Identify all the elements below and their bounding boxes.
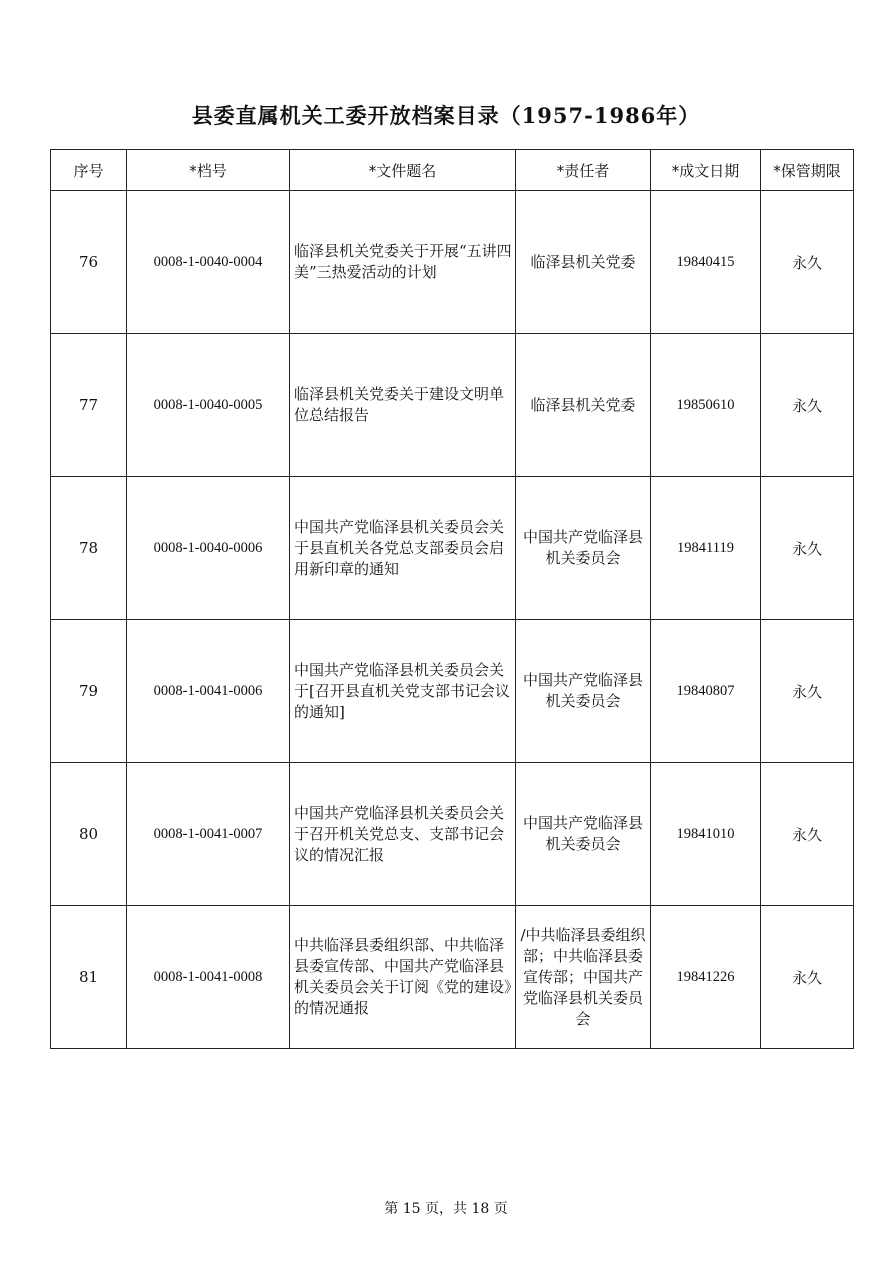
table-row xyxy=(51,620,854,763)
row-no: 79 xyxy=(51,620,127,763)
row-responsible: 临泽县机关党委 xyxy=(516,191,651,334)
row-term: 永久 xyxy=(761,906,854,1049)
header-title: *文件题名 xyxy=(290,150,516,191)
table-row xyxy=(51,334,854,477)
archive-table xyxy=(50,149,854,1049)
row-code: 0008-1-0040-0005 xyxy=(127,334,290,477)
header-no: 序号 xyxy=(51,150,127,191)
row-code: 0008-1-0040-0006 xyxy=(127,477,290,620)
row-code: 0008-1-0041-0008 xyxy=(127,906,290,1049)
header-responsible: *责任者 xyxy=(516,150,651,191)
page-footer: 第 15 页，共 18 页 xyxy=(384,1201,508,1217)
row-responsible: 临泽县机关党委 xyxy=(516,334,651,477)
header-date: *成文日期 xyxy=(651,150,761,191)
header-code: *档号 xyxy=(127,150,290,191)
row-title: 临泽县机关党委关于建设文明单位总结报告 xyxy=(290,334,516,477)
row-no: 81 xyxy=(51,906,127,1049)
row-date: 19840415 xyxy=(651,191,761,334)
row-code: 0008-1-0040-0004 xyxy=(127,191,290,334)
row-no: 78 xyxy=(51,477,127,620)
row-title: 中国共产党临泽县机关委员会关于召开机关党总支、支部书记会议的情况汇报 xyxy=(290,763,516,906)
table-row xyxy=(51,477,854,620)
row-title: 中国共产党临泽县机关委员会关于[召开县直机关党支部书记会议的通知] xyxy=(290,620,516,763)
row-title: 中共临泽县委组织部、中共临泽县委宣传部、中国共产党临泽县机关委员会关于订阅《党的建设》的情况通报 xyxy=(290,906,516,1049)
row-term: 永久 xyxy=(761,477,854,620)
row-date: 19841010 xyxy=(651,763,761,906)
table-row xyxy=(51,191,854,334)
row-code: 0008-1-0041-0006 xyxy=(127,620,290,763)
row-term: 永久 xyxy=(761,334,854,477)
row-no: 76 xyxy=(51,191,127,334)
row-code: 0008-1-0041-0007 xyxy=(127,763,290,906)
header-row xyxy=(51,150,854,191)
row-no: 80 xyxy=(51,763,127,906)
row-term: 永久 xyxy=(761,620,854,763)
header-term: *保管期限 xyxy=(761,150,854,191)
table-row xyxy=(51,906,854,1049)
row-responsible: /中共临泽县委组织部；中共临泽县委宣传部；中国共产党临泽县机关委员会 xyxy=(516,906,651,1049)
row-date: 19850610 xyxy=(651,334,761,477)
row-no: 77 xyxy=(51,334,127,477)
row-responsible: 中国共产党临泽县机关委员会 xyxy=(516,477,651,620)
row-date: 19840807 xyxy=(651,620,761,763)
row-date: 19841119 xyxy=(651,477,761,620)
row-term: 永久 xyxy=(761,191,854,334)
row-term: 永久 xyxy=(761,763,854,906)
row-title: 中国共产党临泽县机关委员会关于县直机关各党总支部委员会启用新印章的通知 xyxy=(290,477,516,620)
row-responsible: 中国共产党临泽县机关委员会 xyxy=(516,620,651,763)
row-responsible: 中国共产党临泽县机关委员会 xyxy=(516,763,651,906)
page-title: 县委直属机关工委开放档案目录（1957-1986年） xyxy=(191,103,701,128)
table-row xyxy=(51,763,854,906)
row-title: 临泽县机关党委关于开展“五讲四美”三热爱活动的计划 xyxy=(290,191,516,334)
row-date: 19841226 xyxy=(651,906,761,1049)
